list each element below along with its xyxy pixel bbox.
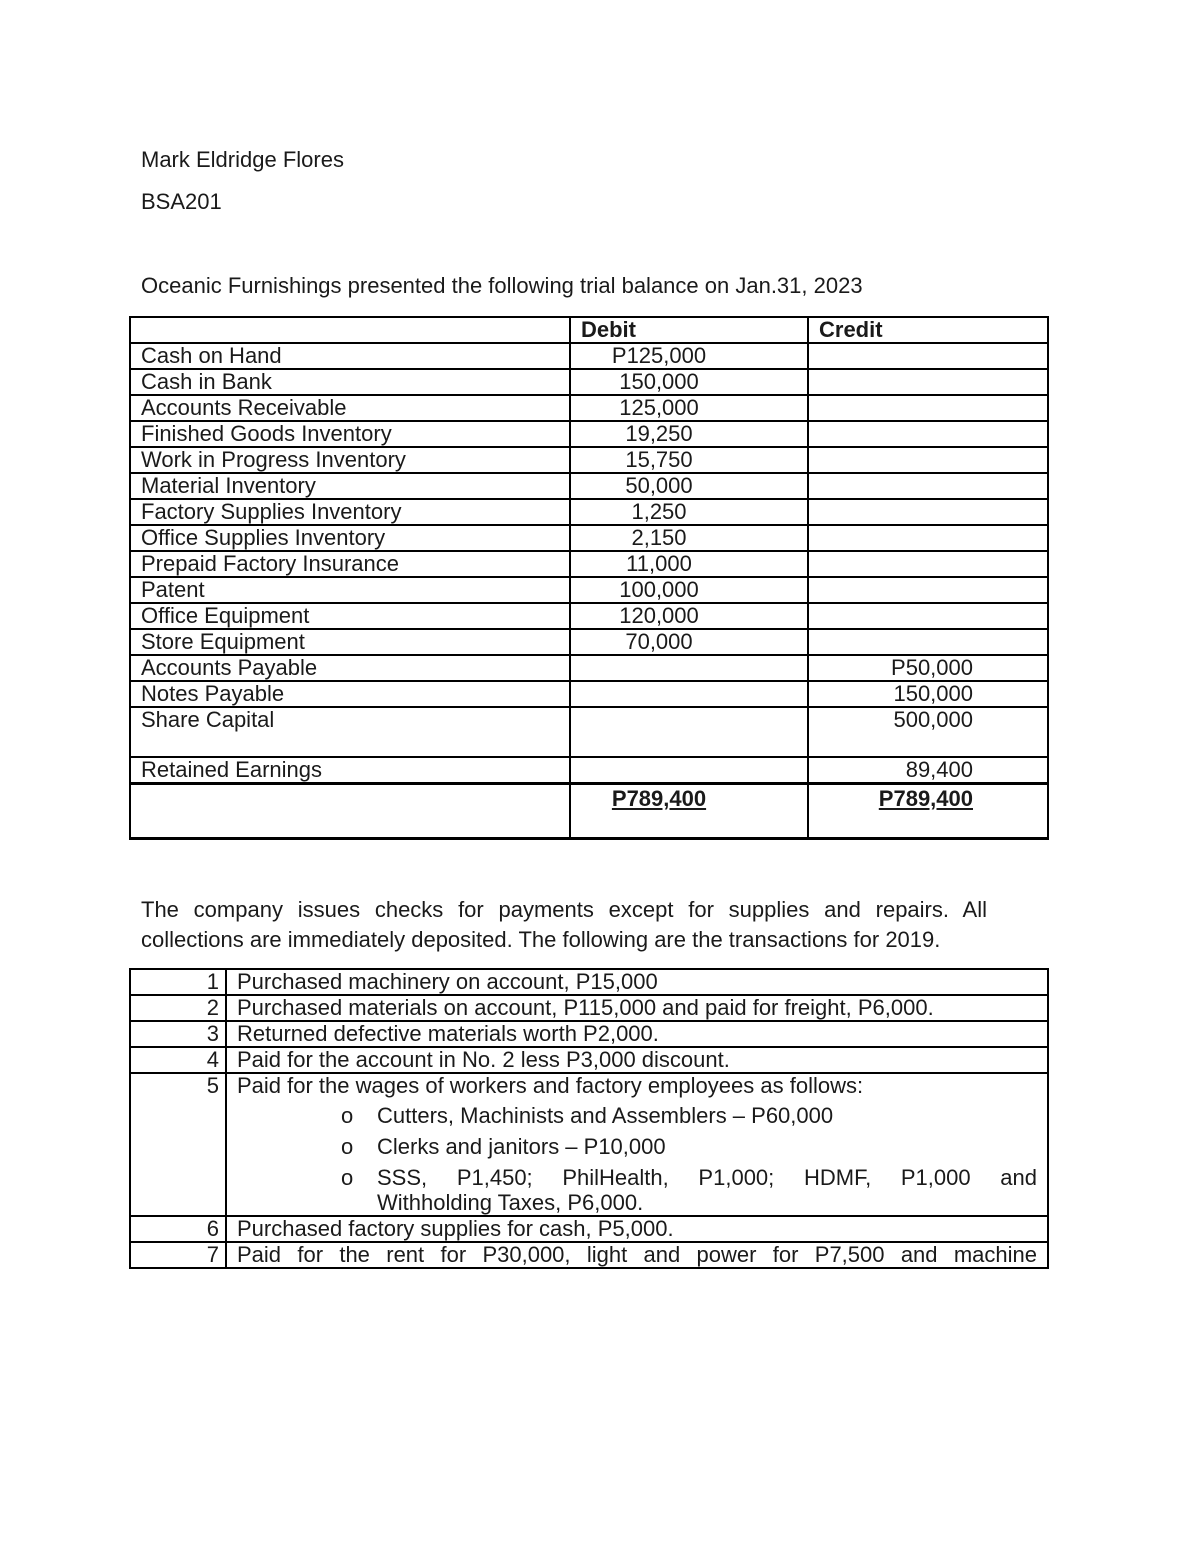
credit-amount <box>808 499 1048 525</box>
transaction-row <box>130 1047 1048 1073</box>
credit-amount <box>808 577 1048 603</box>
credit-amount: P50,000 <box>808 655 1048 681</box>
transaction-row <box>130 969 1048 995</box>
table-row <box>130 473 1048 499</box>
bullet-item <box>341 1164 1037 1191</box>
transaction-text: Purchased factory supplies for cash, P5,000. <box>226 1216 1048 1242</box>
debit-amount: 15,750 <box>570 447 808 473</box>
bullet-text: SSS, P1,450; PhilHealth, P1,000; HDMF, P1,000 and <box>377 1165 1037 1190</box>
intro-text: Oceanic Furnishings presented the following trial balance on Jan.31, 2023 <box>141 273 863 298</box>
bullet-marker: o <box>341 1165 354 1190</box>
table-row <box>130 421 1048 447</box>
account-name: Factory Supplies Inventory <box>130 499 570 525</box>
credit-amount: 500,000 <box>808 707 1048 757</box>
credit-amount <box>808 525 1048 551</box>
account-name: Accounts Payable <box>130 655 570 681</box>
transaction-number: 7 <box>130 1242 226 1268</box>
transaction-row <box>130 995 1048 1021</box>
debit-amount: 150,000 <box>570 369 808 395</box>
bullet-text: Clerks and janitors – P10,000 <box>377 1134 666 1159</box>
account-name: Office Equipment <box>130 603 570 629</box>
table-row <box>130 681 1048 707</box>
transaction-cell <box>226 1073 1048 1216</box>
account-name: Patent <box>130 577 570 603</box>
transaction-text: Paid for the wages of workers and factory employees as follows: <box>237 1073 864 1098</box>
course-code: BSA201 <box>141 189 222 214</box>
debit-amount: 50,000 <box>570 473 808 499</box>
transaction-row <box>130 1216 1048 1242</box>
account-name: Work in Progress Inventory <box>130 447 570 473</box>
trial-balance-table <box>129 316 1049 840</box>
bullet-marker: o <box>341 1103 354 1128</box>
account-name: Cash on Hand <box>130 343 570 369</box>
transactions-table <box>129 968 1049 1269</box>
bullet-continuation <box>341 1191 1037 1215</box>
debit-amount: 1,250 <box>570 499 808 525</box>
table-row <box>130 343 1048 369</box>
table-row <box>130 369 1048 395</box>
transaction-row <box>130 1021 1048 1047</box>
table-row <box>130 655 1048 681</box>
debit-amount: 70,000 <box>570 629 808 655</box>
transaction-number: 3 <box>130 1021 226 1047</box>
credit-amount <box>808 447 1048 473</box>
transaction-text: Purchased materials on account, P115,000 and paid for freight, P6,000. <box>226 995 1048 1021</box>
debit-amount: 11,000 <box>570 551 808 577</box>
account-name: Material Inventory <box>130 473 570 499</box>
account-name: Accounts Receivable <box>130 395 570 421</box>
table-row <box>130 551 1048 577</box>
table-row <box>130 629 1048 655</box>
transaction-text: Returned defective materials worth P2,000. <box>226 1021 1048 1047</box>
credit-amount: 89,400 <box>808 757 1048 784</box>
account-name: Prepaid Factory Insurance <box>130 551 570 577</box>
bullet-item <box>341 1102 1037 1129</box>
debit-amount: 2,150 <box>570 525 808 551</box>
debit-amount <box>570 757 808 784</box>
debit-amount <box>570 655 808 681</box>
student-name: Mark Eldridge Flores <box>141 147 344 172</box>
table-row <box>130 525 1048 551</box>
table-row <box>130 395 1048 421</box>
credit-amount <box>808 369 1048 395</box>
account-name: Office Supplies Inventory <box>130 525 570 551</box>
credit-amount: 150,000 <box>808 681 1048 707</box>
credit-amount <box>808 395 1048 421</box>
transaction-row <box>130 1073 1048 1216</box>
debit-amount: 100,000 <box>570 577 808 603</box>
account-header <box>130 317 570 343</box>
account-name: Cash in Bank <box>130 369 570 395</box>
transaction-number: 6 <box>130 1216 226 1242</box>
transaction-text: Paid for the rent for P30,000, light and power for P7,500 and machine <box>226 1242 1048 1268</box>
debit-amount <box>570 707 808 757</box>
table-row <box>130 447 1048 473</box>
credit-amount <box>808 421 1048 447</box>
transaction-row <box>130 1242 1048 1268</box>
debit-amount <box>570 681 808 707</box>
credit-total: P789,400 <box>878 786 973 811</box>
credit-amount <box>808 473 1048 499</box>
debit-header: Debit <box>570 317 808 343</box>
totals-label <box>130 784 570 839</box>
table-row <box>130 499 1048 525</box>
debit-amount: 120,000 <box>570 603 808 629</box>
account-name: Notes Payable <box>130 681 570 707</box>
bullet-marker: o <box>341 1134 354 1159</box>
bullet-item <box>341 1133 1037 1160</box>
totals-row <box>130 784 1048 839</box>
table-row <box>130 707 1048 757</box>
transaction-number: 5 <box>130 1073 226 1216</box>
debit-total: P789,400 <box>611 786 707 811</box>
table-row <box>130 757 1048 784</box>
credit-total-cell <box>808 784 1048 839</box>
bullet-text: Withholding Taxes, P6,000. <box>377 1190 644 1215</box>
transaction-number: 4 <box>130 1047 226 1073</box>
debit-amount: 125,000 <box>570 395 808 421</box>
debit-total-cell <box>570 784 808 839</box>
transaction-number: 2 <box>130 995 226 1021</box>
credit-amount <box>808 551 1048 577</box>
credit-amount <box>808 343 1048 369</box>
account-name: Retained Earnings <box>130 757 570 784</box>
credit-amount <box>808 603 1048 629</box>
transaction-text: Purchased machinery on account, P15,000 <box>226 969 1048 995</box>
transaction-number: 1 <box>130 969 226 995</box>
account-name: Share Capital <box>130 707 570 757</box>
account-name: Store Equipment <box>130 629 570 655</box>
credit-header: Credit <box>808 317 1048 343</box>
credit-amount <box>808 629 1048 655</box>
bullet-text: Cutters, Machinists and Assemblers – P60,000 <box>377 1103 834 1128</box>
table-row <box>130 577 1048 603</box>
table-row <box>130 603 1048 629</box>
transactions-intro-paragraph: The company issues checks for payments except for supplies and repairs. All collections are immediately deposited. The following are the transactions for 2019. <box>141 897 987 952</box>
transaction-text: Paid for the account in No. 2 less P3,000 discount. <box>226 1047 1048 1073</box>
debit-amount: P125,000 <box>570 343 808 369</box>
table-header-row <box>130 317 1048 343</box>
debit-amount: 19,250 <box>570 421 808 447</box>
account-name: Finished Goods Inventory <box>130 421 570 447</box>
